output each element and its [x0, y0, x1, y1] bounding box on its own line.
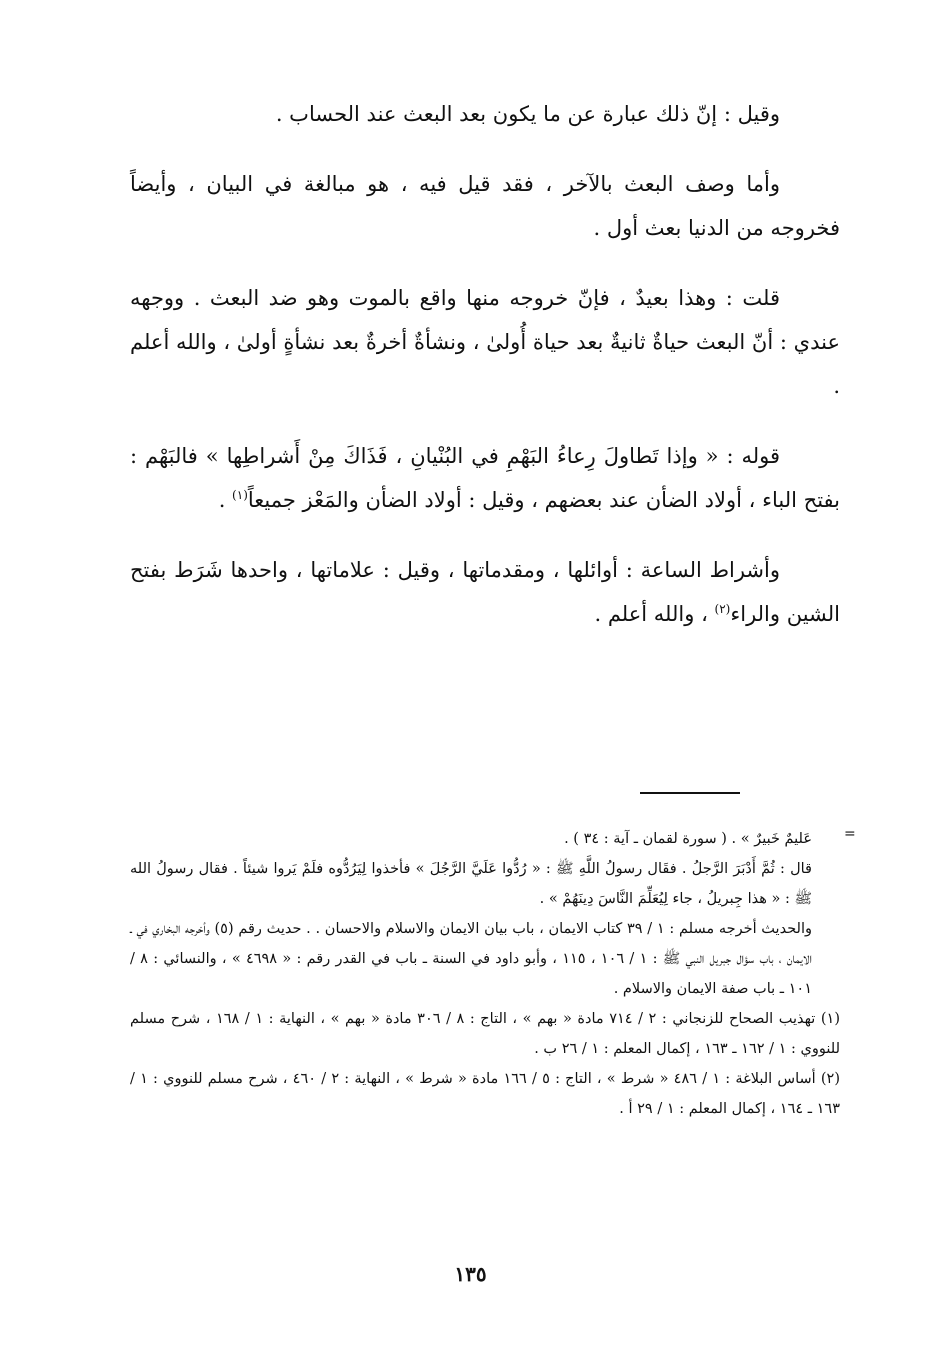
main-text-body — [130, 92, 840, 662]
footnote-2-number: (٢) — [820, 1071, 841, 1087]
footnote-continuation-mark: = — [844, 826, 856, 842]
footnote-ref-1: (١) — [232, 488, 248, 502]
footnote-continued-line-1: عَليمٌ خَبيرٌ » . ( سورة لقمان ـ آية : ٣٤ ) . — [564, 831, 812, 847]
footnote-1-text: تهذيب الصحاح للزنجاني : ٢ / ٧١٤ مادة « بهم » ، التاج : ٨ / ٣٠٦ مادة « بهم » ، النهاية : ١ / ١٦٨ ، شرح مسلم للنووي : ١ / ١٦٢ ـ ١٦٣ ، إكمال المعلم : ١ / ٢٦ ب . — [130, 1011, 840, 1057]
footnotes-section — [130, 824, 840, 1124]
footnote-ref-2: (٢) — [714, 602, 731, 616]
paragraph-4-text: قوله : « وإذا تَطاولَ رِعاءُ البَهْمِ في البُنْيانِ ، فَذَاكَ مِنْ أَشراطِها » فالبَهْم : بفتح الباء ، أولاد الضأن عند بعضهم ، وقيل : أولاد الضأن والمَعْز جميعاً — [130, 444, 840, 512]
footnote-continued-line-2: قال : ثُمَّ أَدْبَرَ الرَّجلُ . فقَال رسولُ اللَّهِ ﷺ : « رُدُّوا عَلَيَّ الرَّجُلَ » فأخذوا لِيَرُدُّوه فلَمْ يَروا شيئاً . فقال رسولُ الله ﷺ : « هذا جِبريلُ ، جاء لِيُعَلِّمَ النَّاسَ دِينَهُمْ » . — [130, 861, 812, 907]
footnote-2 — [130, 1064, 840, 1124]
footnote-1-number: (١) — [820, 1011, 841, 1027]
paragraph-3: قلت : وهذا بعيدٌ ، فإنّ خروجه منها واقع بالموت وهو ضد البعث . ووجهه عندي : أنّ البعث حياةٌ ثانيةٌ بعد حياة أُولىٰ ، ونشأةٌ أخرةٌ بعد نشأةٍ أولىٰ ، والله أعلم . — [130, 286, 840, 398]
footnote-1 — [130, 1004, 840, 1064]
paragraph-5-text: وأشراط الساعة : أوائلها ، ومقدماتها ، وقيل : علاماتها ، واحدها شَرَط بفتح الشين والراء — [130, 558, 840, 626]
paragraph-5-end: ، والله أعلم . — [594, 602, 715, 626]
paragraph-1: وقيل : إنّ ذلك عبارة عن ما يكون بعد البعث عند الحساب . — [275, 102, 780, 126]
paragraph-5 — [130, 548, 840, 636]
page-number: ١٣٥ — [454, 1262, 487, 1286]
paragraph-4 — [130, 434, 840, 522]
footnote-separator — [640, 792, 740, 794]
paragraph-2: وأما وصف البعث بالآخر ، فقد قيل فيه ، هو مبالغة في البيان ، وأيضاً فخروجه من الدنيا بعث أول . — [130, 172, 840, 240]
footnote-continued-line-3: والحديث أخرجه مسلم : ١ / ٣٩ كتاب الايمان ، باب بيان الايمان والاسلام والاحسان . . حديث رقم (٥) وأخرجه البخاري في ـ الايمان ، باب سؤال جبريل النبي ﷺ : ١ / ١٠٦ ، ١١٥ ، وأبو داود في السنة ـ باب في القدر رقم : « ٤٦٩٨ » ، والنسائي : ٨ / ١٠١ ـ باب صفة الايمان والاسلام . — [130, 921, 813, 997]
paragraph-4-end: . — [218, 488, 233, 512]
footnote-2-text: أساس البلاغة : ١ / ٤٨٦ « شرط » ، التاج : ٥ / ١٦٦ مادة « شرط » ، النهاية : ٢ / ٤٦٠ ، شرح مسلم للنووي : ١ / ١٦٣ ـ ١٦٤ ، إكمال المعلم : ١ / ٢٩ أ . — [130, 1071, 840, 1117]
